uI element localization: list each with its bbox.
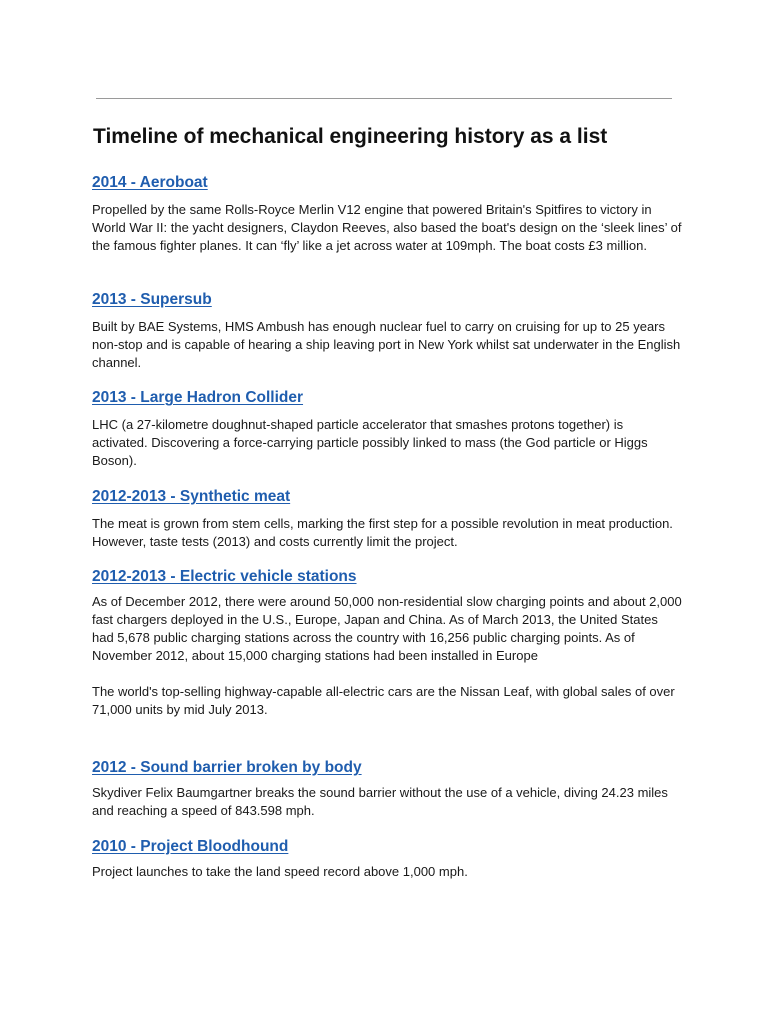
timeline-entry-bloodhound (92, 837, 682, 881)
entry-link-synthetic-meat[interactable]: 2012-2013 - Synthetic meat (92, 488, 291, 505)
entry-text-supersub: Built by BAE Systems, HMS Ambush has enough nuclear fuel to carry on cruising for up to 25 years non-stop and is capable of hearing a ship leaving port in New York whilst sat underwater in the English channel. (92, 319, 681, 370)
entry-text-sound-barrier: Skydiver Felix Baumgartner breaks the sound barrier without the use of a vehicle, diving 24.23 miles and reaching a speed of 843.598 mph. (92, 785, 668, 818)
entry-text-synthetic-meat: The meat is grown from stem cells, marking the first step for a possible revolution in meat production. However, taste tests (2013) and costs currently limit the project. (92, 516, 673, 549)
entry-link-ev-stations[interactable]: 2012-2013 - Electric vehicle stations (92, 568, 357, 585)
timeline-entry-lhc (92, 388, 682, 470)
entry-link-lhc[interactable]: 2013 - Large Hadron Collider (92, 389, 304, 406)
timeline-entry-ev-stations (92, 567, 682, 719)
entry-link-bloodhound[interactable]: 2010 - Project Bloodhound (92, 838, 289, 855)
entry-link-supersub[interactable]: 2013 - Supersub (92, 291, 212, 308)
entry-text-aeroboat: Propelled by the same Rolls-Royce Merlin V12 engine that powered Britain's Spitfires to victory in World War II: the yacht designers, Claydon Reeves, also based the boat's design on the ‘sleek lines’ of the famous fighter planes. It can ‘fly’ like a jet across water at 109mph. The boat costs £3 million. (92, 202, 682, 253)
timeline-entry-aeroboat (92, 173, 682, 255)
timeline-entry-supersub (92, 290, 682, 372)
entry-link-aeroboat[interactable]: 2014 - Aeroboat (92, 174, 208, 191)
entry-text-lhc: LHC (a 27-kilometre doughnut-shaped particle accelerator that smashes protons together) is activated. Discovering a force-carrying particle possibly linked to mass (the God particle or Higgs Boson). (92, 417, 648, 468)
timeline-entry-synthetic-meat (92, 487, 682, 551)
timeline-entry-sound-barrier (92, 758, 682, 820)
entry-text-ev-stations: As of December 2012, there were around 50,000 non-residential slow charging points and about 2,000 fast chargers deployed in the U.S., Europe, Japan and China. As of March 2013, the United States had 5,678 public charging stations across the country with 16,256 public charging points. As of November 2012, about 15,000 charging stations had been installed in Europe (92, 594, 682, 663)
entry-link-sound-barrier[interactable]: 2012 - Sound barrier broken by body (92, 759, 362, 776)
entry-text-ev-sales: The world's top-selling highway-capable all-electric cars are the Nissan Leaf, with global sales of over 71,000 units by mid July 2013. (92, 684, 675, 717)
entry-text-bloodhound: Project launches to take the land speed record above 1,000 mph. (92, 864, 468, 879)
page-title: Timeline of mechanical engineering history as a list (93, 125, 608, 148)
horizontal-divider (96, 98, 672, 99)
